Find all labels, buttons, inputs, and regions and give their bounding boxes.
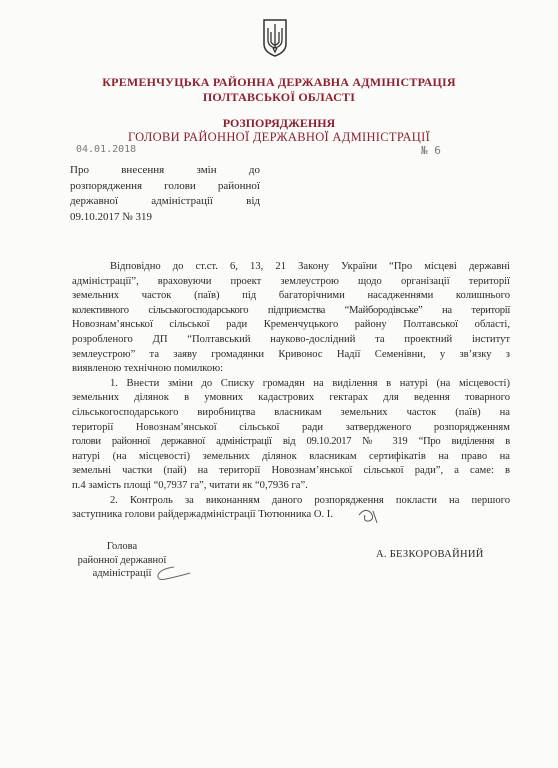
- body-line: адміністрації”, враховуючи проект землеустрою щодо організації території: [72, 275, 510, 287]
- body-line: землеустрою” та заяву громадянки Кривонос Надії Семенівни, у зв’язку з: [72, 348, 510, 360]
- body-line: земельні частки (пай) на території Новознам’янської сільської ради”, а саме: в: [72, 465, 510, 477]
- coat-of-arms-icon: [262, 18, 288, 58]
- registration-date: 04.01.2018: [76, 144, 137, 155]
- body-line: території Новознам’янської сільської ради затвердженого розпорядженням: [72, 421, 510, 433]
- document-type: РОЗПОРЯДЖЕННЯ: [222, 116, 336, 130]
- body-line: натурі (на місцевості) земельних ділянок власникам сертифікатів на право на: [72, 450, 510, 462]
- handwritten-initials: [355, 505, 385, 525]
- body-line: п.4 замість площі “0,7937 га”, читати як “0,7936 га”.: [72, 479, 308, 491]
- body-line: сільськогосподарського виробництва власникам земельних часток (паїв) на: [72, 406, 510, 418]
- handwritten-signature: [140, 545, 220, 590]
- body-line: заступника голови райдержадміністрації Тютюнника О. І.: [72, 509, 333, 521]
- document-subtitle: ГОЛОВИ РАЙОННОЇ ДЕРЖАВНОЇ АДМІНІСТРАЦІЇ: [127, 130, 431, 144]
- subject-line: 09.10.2017 № 319: [70, 210, 152, 223]
- body-line: Новознам’янської сільської ради Кременчуцького району Полтавської області,: [72, 319, 510, 331]
- body-line: виявленою технічною помилкою:: [72, 363, 224, 375]
- registration-number: № 6: [421, 144, 441, 157]
- body-line: 1. Внести зміни до Списку громадян на виділення в натурі (на місцевості): [110, 377, 510, 389]
- signatory-name: А. БЕЗКОРОВАЙНИЙ: [376, 549, 484, 560]
- signatory-title-line: адміністрації: [92, 568, 152, 579]
- body-line: розробленого ДП “Полтавський науково-дослідний та проектний інститут: [72, 333, 510, 345]
- body-line: 2. Контроль за виконанням даного розпорядження покласти на першого: [110, 494, 510, 506]
- subject-line: державної адміністрації від: [70, 195, 260, 207]
- org-name-line1: КРЕМЕНЧУЦЬКА РАЙОННА ДЕРЖАВНА АДМІНІСТРАЦІЯ: [102, 75, 456, 89]
- body-line: колективного сільськогосподарського підприємства “Майбородівське” на території: [72, 304, 510, 316]
- signatory-title-line: Голова: [106, 541, 138, 552]
- subject-line: Про внесення змін до: [70, 164, 260, 176]
- body-line: голови районної державної адміністрації від 09.10.2017 № 319 “Про виділення в: [72, 436, 510, 448]
- document-subject: [70, 163, 260, 225]
- org-name-line2: ПОЛТАВСЬКОЇ ОБЛАСТІ: [202, 90, 356, 104]
- body-line: Відповідно до ст.ст. 6, 13, 21 Закону України “Про місцеві державні: [110, 261, 510, 272]
- body-line: земельних часток (паїв) під багаторічними насадженнями колишнього: [72, 290, 510, 302]
- subject-line: розпорядження голови районної: [70, 179, 260, 192]
- document-body: [72, 260, 510, 523]
- body-line: земельних ділянок в умовних кадастрових гектарах для ведення товарного: [72, 392, 510, 404]
- signatory-title-line: районної державної: [77, 554, 167, 566]
